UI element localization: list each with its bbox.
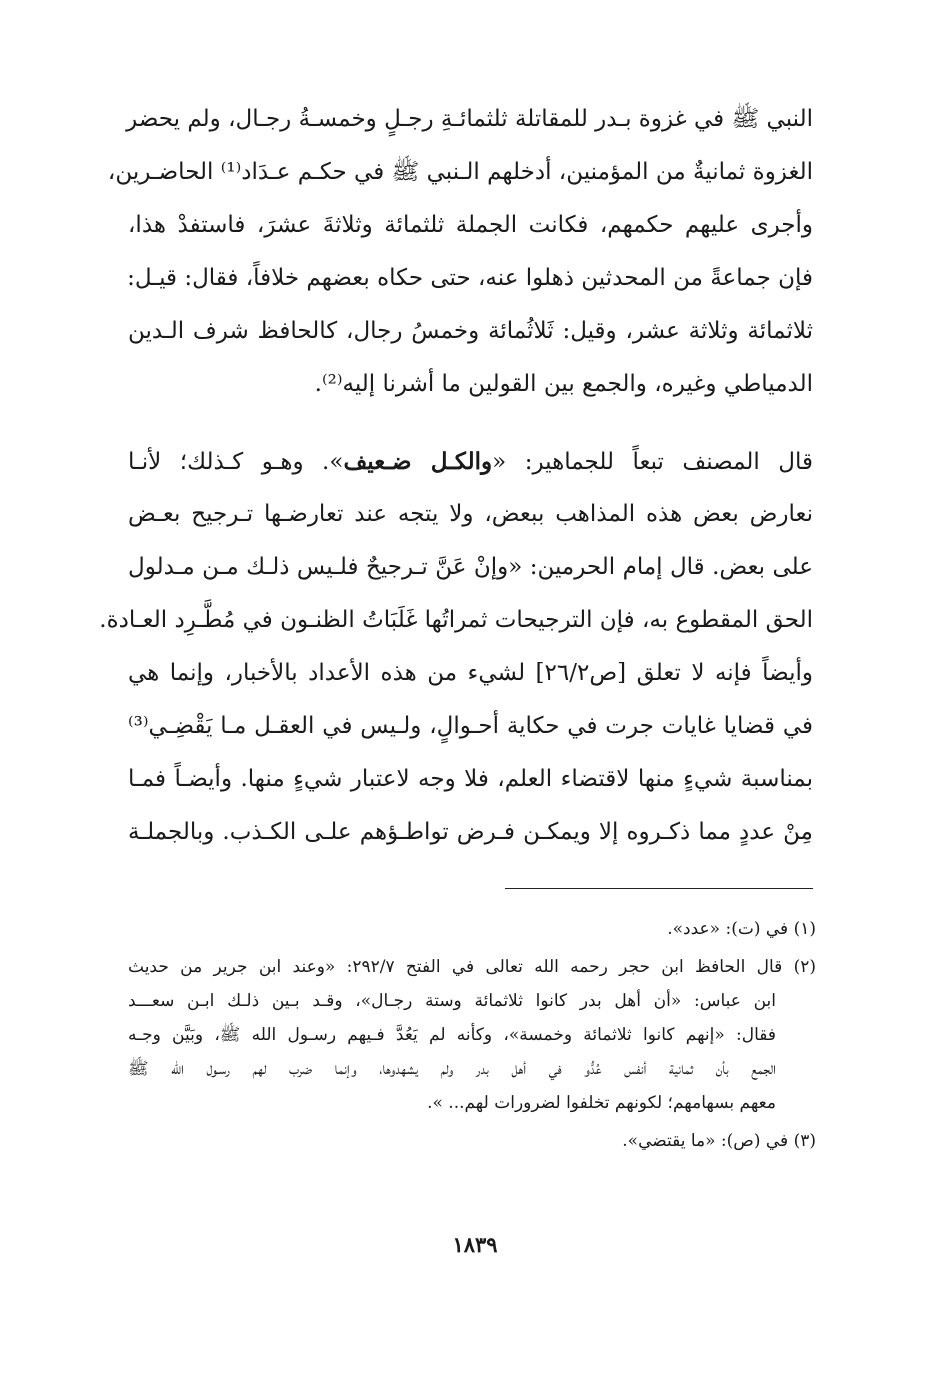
paragraph-gap xyxy=(128,411,813,435)
text-line: الغزوة ثمانيةٌ من المؤمنين، أدخلهم الـنبي ﷺ في حكـم عـدَاد⁽¹⁾ الحاضـرين، xyxy=(107,159,813,185)
text-line: الدمياطي وغيره، والجمع بين القولين ما أشرنا إليه⁽²⁾. xyxy=(314,371,813,397)
footnote-3: (٣) في (ص): «ما يقتضي». xyxy=(622,1131,816,1151)
footnote-2-line: (٢) قال الحافظ ابن حجر رحمه الله تعالى في الفتح ٢٩٢/٧: «وعند ابن جرير من حديث xyxy=(128,957,816,977)
text-line: النبي ﷺ في غزوة بـدر للمقاتلة ثلثمائـةِ رجـلٍ وخمسـةُ رجـال، ولم يحضر xyxy=(126,106,813,132)
footnote-2-line: معهم بسهامهم؛ لكونهم تخلفوا لضرورات لهم... ». xyxy=(427,1093,776,1113)
text-line: نعارض بعض هذه المذاهب ببعض، ولا يتجه عند تعارضـها تـرجيح بعـض xyxy=(128,501,813,527)
text-line: وأيضاً فإنه لا تعلق [ص٢٦/٢] لشيء من هذه الأعداد بالأخبار، وإنما هي xyxy=(128,660,814,686)
text-line: ثلاثمائة وثلاثة عشر، وقيل: ثَلاثُمائة وخمسُ رجال، كالحافظ شرف الـدين xyxy=(128,318,813,344)
text-segment: قال المصنف تبعاً للجماهير: « xyxy=(492,449,813,475)
text-line: فإن جماعةً من المحدثين ذهلوا عنه، حتى حكاه بعضهم خلافاً، فقال: قيـل: xyxy=(127,265,813,291)
text-segment: ». وهـو كـذلك؛ لأنـا xyxy=(128,449,344,475)
footnotes xyxy=(128,912,816,1158)
text-line: الحق المقطوع به، فإن الترجيحات ثمراتُها غَلَبَاتُ الظنـون في مُطَّـرِد العـادة. xyxy=(99,607,813,633)
text-line: في قضايا غايات جرت في حكاية أحـوالٍ، ولـيس في العقـل مـا يَقْضِـي⁽³⁾ xyxy=(128,713,813,739)
footnote-2-line: ابن عباس: «أن أهل بدر كانوا ثلاثمائة وستة رجـال»، وقـد بـين ذلـك ابـن سعـــد xyxy=(128,991,776,1011)
text-line: وأجرى عليهم حكمهم، فكانت الجملة ثلثمائة وثلاثةَ عشرَ، فاستفدْ هذا، xyxy=(128,212,813,238)
footnote-separator xyxy=(505,888,813,889)
footnote-2-line: الجمع بأن ثمانية أنفس عُدُّو في أهل بدر ولم يشهدوها، وإنما ضرب لهم رسـول الله ﷺ xyxy=(128,1059,776,1079)
bold-quote: والكـل ضـعيف xyxy=(343,448,493,475)
page-number: ١٨٣٩ xyxy=(452,1232,498,1257)
footnote-1: (١) في (ت): «عدد». xyxy=(667,919,816,939)
text-line xyxy=(128,435,813,488)
text-line: على بعض. قال إمام الحرمين: «وإنْ عَنَّ تـرجيحٌ فلـيس ذلـك مـن مـدلول xyxy=(128,554,813,580)
text-line: بمناسبة شيءٍ منها لاقتضاء العلم، فلا وجه لاعتبار شيءٍ منها. وأيضـاً فمـا xyxy=(128,766,813,792)
text-line: مِنْ عددٍ مما ذكـروه إلا ويمكـن فـرض تواطـؤهم علـى الكـذب. وبالجملـة xyxy=(128,819,813,845)
main-text xyxy=(99,93,814,859)
footnote-2-line: فقال: «إنهم كانوا ثلاثمائة وخمسة»، وكأنه لم يَعُدَّ فـيهم رسـول الله ﷺ، وبَيَّن وجـه xyxy=(128,1025,776,1045)
